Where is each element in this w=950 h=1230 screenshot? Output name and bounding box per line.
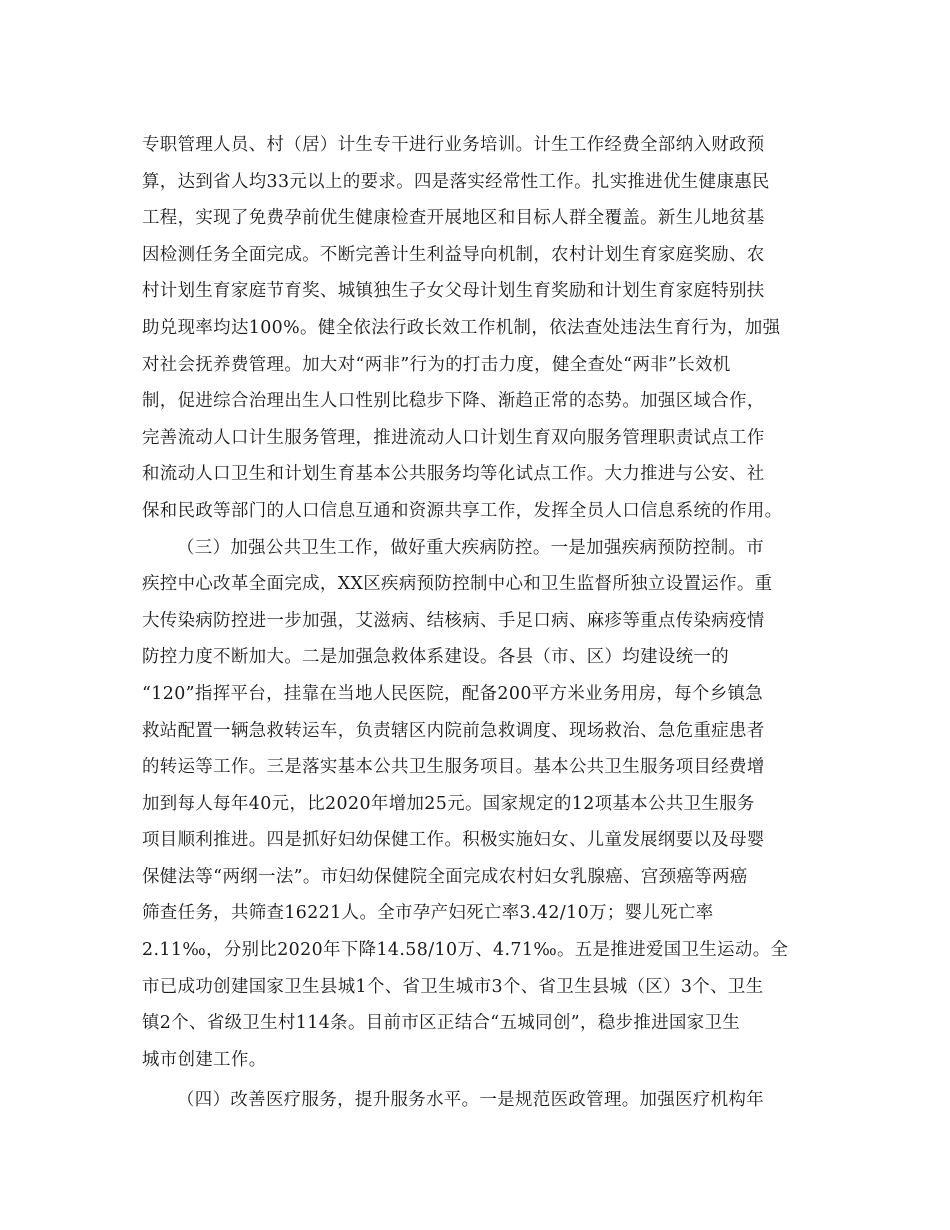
text-line: 村计划生育家庭节育奖、城镇独生子女父母计划生育奖励和计划生育家庭特别扶 xyxy=(142,281,765,302)
text-line: 和流动人口卫生和计划生育基本公共服务均等化试点工作。大力推进与公安、社 xyxy=(142,464,765,485)
text-line: 防控力度不断加大。二是加强急救体系建设。各县（市、区）均建设统一的 xyxy=(142,647,730,668)
text-line: 完善流动人口计生服务管理，推进流动人口计划生育双向服务管理职责试点工作 xyxy=(142,427,765,448)
text-line: 疾控中心改革全面完成，XX区疾病预防控制中心和卫生监督所独立设置运作。重 xyxy=(142,574,773,595)
section-heading-line: （三）加强公共卫生工作，做好重大疾病防控。一是加强疾病预防控制。市 xyxy=(177,537,765,558)
text-line: 专职管理人员、村（居）计生专干进行业务培训。计生工作经费全部纳入财政预 xyxy=(142,135,765,155)
text-line: 算，达到省人均33元以上的要求。四是落实经常性工作。扎实推进优生健康惠民 xyxy=(142,171,770,192)
text-line: 工程，实现了免费孕前优生健康检查开展地区和目标人群全覆盖。新生儿地贫基 xyxy=(142,208,765,229)
text-line: 的转运等工作。三是落实基本公共卫生服务项目。基本公共卫生服务项目经费增 xyxy=(142,757,765,778)
text-line: 对社会抚养费管理。加大对“两非”行为的打击力度，健全查处“两非”长效机 xyxy=(142,354,731,375)
text-line: 镇2个、省级卫生村114条。目前市区正结合“五城同创”，稳步推进国家卫生 xyxy=(142,1013,741,1034)
text-line: 制，促进综合治理出生人口性别比稳步下降、渐趋正常的态势。加强区域合作， xyxy=(142,391,765,412)
text-line: 市已成功创建国家卫生县城1个、省卫生城市3个、省卫生县城（区）3个、卫生 xyxy=(142,976,764,997)
text-line: 2.11‰，分别比2020年下降14.58/10万、4.71‰。五是推进爱国卫生运动。全 xyxy=(142,940,789,961)
text-line: 保健法等“两纲一法”。市妇幼保健院全面完成农村妇女乳腺癌、宫颈癌等两癌 xyxy=(142,866,748,887)
section-heading-line: （四）改善医疗服务，提升服务水平。一是规范医政管理。加强医疗机构年 xyxy=(177,1090,765,1111)
text-line: 加到每人每年40元，比2020年增加25元。国家规定的12项基本公共卫生服务 xyxy=(142,793,755,814)
text-line: 救站配置一辆急救转运车，负责辖区内院前急救调度、现场救治、急危重症患者 xyxy=(142,720,765,741)
body-text xyxy=(142,127,810,1119)
text-line: 保和民政等部门的人口信息互通和资源共享工作，发挥全员人口信息系统的作用。 xyxy=(142,500,783,521)
text-line: 因检测任务全面完成。不断完善计生利益导向机制，农村计划生育家庭奖励、农 xyxy=(142,244,765,265)
text-line: 项目顺利推进。四是抓好妇幼保健工作。积极实施妇女、儿童发展纲要以及母婴 xyxy=(142,830,765,851)
text-line: 助兑现率均达100%。健全依法行政长效工作机制，依法查处违法生育行为，加强 xyxy=(142,317,781,338)
text-line: “120”指挥平台，挂靠在当地人民医院，配备200平方米业务用房，每个乡镇急 xyxy=(142,683,764,704)
text-line: 筛查任务，共筛查16221人。全市孕产妇死亡率3.42/10万；婴儿死亡率 xyxy=(142,903,714,924)
text-line: 城市创建工作。 xyxy=(142,1049,267,1070)
text-line: 大传染病防控进一步加强，艾滋病、结核病、手足口病、麻疹等重点传染病疫情 xyxy=(142,610,765,631)
